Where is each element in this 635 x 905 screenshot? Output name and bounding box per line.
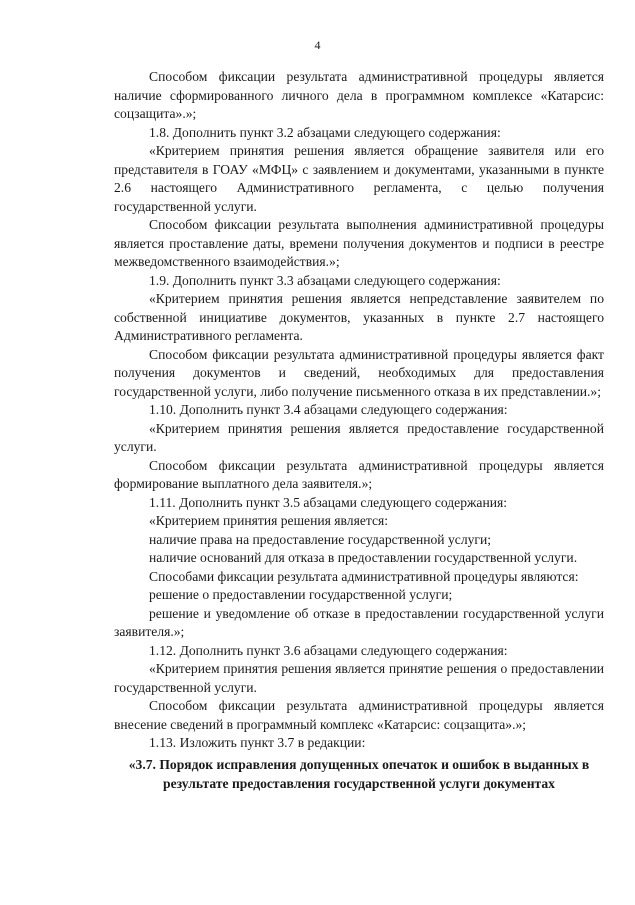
paragraph: «Критерием принятия решения является непредставление заявителем по собственной инициативе документов, указанных в пункте 2.7 настоящего Административного регламента. — [114, 291, 604, 343]
paragraph: 1.12. Дополнить пункт 3.6 абзацами следующего содержания: — [149, 642, 508, 658]
page-number: 4 — [314, 38, 321, 52]
paragraph: Способом фиксации результата административной процедуры является внесение сведений в программный комплекс «Катарсис: соцзащита».»; — [114, 698, 604, 732]
paragraph: 1.9. Дополнить пункт 3.3 абзацами следующего содержания: — [149, 272, 501, 288]
paragraph: решение о предоставлении государственной услуги; — [149, 587, 453, 602]
section-heading: «3.7. Порядок исправления допущенных опечаток и ошибок в выданных в результате предоставления государственной услуги документах — [128, 756, 590, 791]
paragraph: решение и уведомление об отказе в предоставлении государственной услуги заявителя.»; — [114, 605, 604, 639]
paragraph: 1.10. Дополнить пункт 3.4 абзацами следующего содержания: — [149, 402, 508, 417]
document-body — [114, 68, 604, 793]
paragraph: Способом фиксации результата административной процедуры является факт получения документов и сведений, необходимых для предоставления государственной услуги, либо получение письменного отказа в их представлении.»; — [114, 346, 604, 399]
paragraph: наличие права на предоставление государственной услуги; — [149, 531, 492, 547]
paragraph: «Критерием принятия решения является предоставление государственной услуги. — [114, 420, 604, 454]
paragraph: Способами фиксации результата административной процедуры являются: — [149, 568, 579, 584]
paragraph: «Критерием принятия решения является принятие решения о предоставлении государственной услуги. — [114, 661, 604, 695]
paragraph: 1.11. Дополнить пункт 3.5 абзацами следующего содержания: — [149, 494, 508, 510]
paragraph: наличие оснований для отказа в предоставлении государственной услуги. — [149, 550, 578, 565]
paragraph: Способом фиксации результата выполнения административной процедуры является проставление даты, времени получения документов и подписи в реестре межведомственного взаимодействия.»; — [114, 217, 604, 269]
paragraph: «Критерием принятия решения является: — [149, 513, 389, 528]
paragraph: «Критерием принятия решения является обращение заявителя или его представителя в ГОАУ «МФЦ» с заявлением и документами, указанными в пункте 2.6 настоящего Административного регламента, с целью получения государственной услуги. — [114, 143, 604, 214]
paragraph: Способом фиксации результата административной процедуры является формирование выплатного дела заявителя.»; — [114, 457, 604, 491]
paragraph: Способом фиксации результата административной процедуры является наличие сформированного личного дела в программном комплексе «Катарсис: соцзащита».»; — [114, 69, 604, 121]
paragraph: 1.13. Изложить пункт 3.7 в редакции: — [149, 735, 366, 750]
paragraph: 1.8. Дополнить пункт 3.2 абзацами следующего содержания: — [149, 124, 501, 140]
